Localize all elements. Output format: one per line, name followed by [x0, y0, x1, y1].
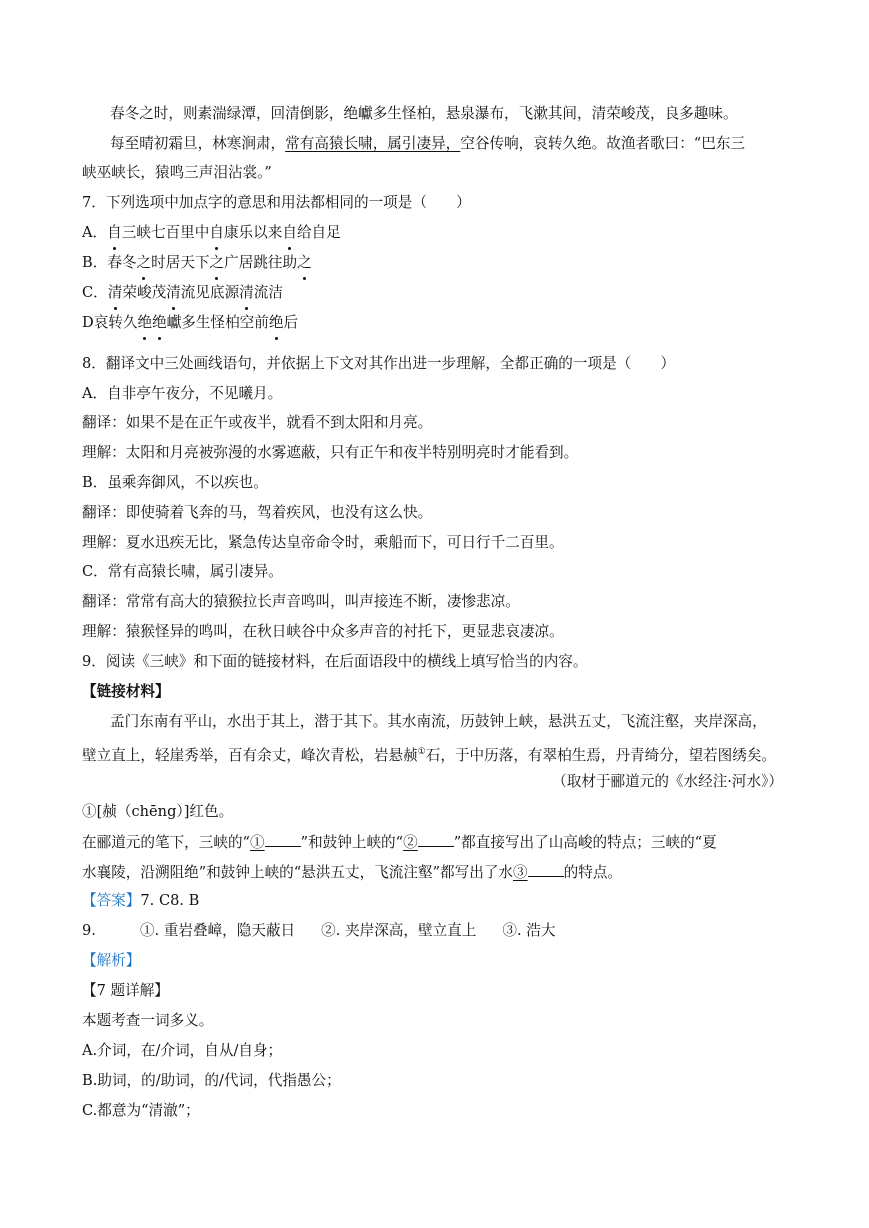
dotted-char: 之	[209, 254, 225, 271]
q9-stem: 9．阅读《三峡》和下面的链接材料，在后面语段中的横线上填写恰当的内容。	[82, 653, 588, 670]
analysis-line-2: A.介词，在/介词，自从/自身；	[82, 1042, 283, 1059]
q7-stem: 7．下列选项中加点字的意思和用法都相同的一项是（ ）	[82, 194, 471, 211]
answer-q9-part-2: ②. 夹岸深高，壁立直上	[321, 922, 477, 939]
blank-3	[528, 862, 564, 877]
q8-c-understanding: 理解：猿猴怪异的鸣叫，在秋日峡谷中众多声音的衬托下，更显悲哀凄凉。	[82, 623, 564, 640]
blank-marker-1: ①	[250, 834, 265, 851]
footnote-marker: ①	[417, 747, 426, 757]
q7-option-c	[82, 283, 283, 303]
dotted-char: 之	[297, 254, 312, 271]
opt-text: B．春冬	[82, 254, 137, 271]
answer-q9-line	[82, 921, 555, 941]
opt-text: A．	[82, 224, 108, 241]
analysis-label: 【解析】	[82, 952, 141, 969]
dotted-char: 之	[136, 254, 152, 271]
answer-q9-part-1: ①. 重岩叠嶂，隐天蔽日	[139, 922, 296, 939]
dotted-char: 自	[107, 224, 122, 241]
link-material-line-1: 孟门东南有平山，水出于其上，潜于其下。其水南流，历鼓钟上峡，悬洪五丈，飞流注壑，夹岸深高，	[110, 713, 767, 730]
answer-text: 7. C8. B	[140, 892, 200, 909]
analysis-line-3: B.助词，的/助词，的/代词，代指愚公；	[82, 1072, 341, 1089]
q7-option-b	[82, 253, 312, 273]
answer-q9-part-3: ③. 浩大	[502, 922, 556, 939]
fill-blank-line-2	[82, 862, 622, 883]
opt-text: 巘多生怪柏空前	[166, 314, 269, 331]
opt-text: D哀转久	[82, 314, 138, 331]
q8-stem: 8．翻译文中三处画线语句，并依据上下文对其作出进一步理解，全都正确的一项是（ ）	[82, 355, 676, 372]
fill-text: 在郦道元的笔下，三峡的“	[82, 834, 250, 851]
passage-p2-pre: 每至晴初霜旦，林寒涧肃，	[110, 135, 286, 152]
q7-option-a	[82, 223, 341, 243]
blank-1	[265, 832, 301, 847]
link-material-line-2	[82, 742, 776, 766]
q7-option-d	[82, 313, 298, 333]
footnote: ①[赪（chēng）]红色。	[82, 803, 234, 820]
q7-analysis-title: 【7 题详解】	[82, 982, 169, 999]
fill-text: ”都直接写出了山高峻的特点；三峡的“夏	[453, 834, 717, 851]
fill-blank-line-1	[82, 832, 717, 853]
passage-p2-post: 空谷传响，哀转久绝。故渔者歌曰：“巴东三	[460, 135, 746, 152]
q8-a-translation: 翻译：如果不是在正午或夜半，就看不到太阳和月亮。	[82, 414, 433, 431]
opt-text: 三峡七百里中	[121, 224, 210, 241]
dotted-char: 绝	[268, 314, 284, 331]
q8-c-sentence: C．常有高猿长啸，属引凄异。	[82, 563, 283, 580]
opt-text: 康乐以来	[223, 224, 283, 241]
answer-label: 【答案】	[82, 892, 141, 909]
passage-paragraph-1: 春冬之时，则素湍绿潭，回清倒影，绝巘多生怪柏，悬泉瀑布，飞漱其间，清荣峻茂，良多趣味。	[110, 105, 738, 122]
q8-c-translation: 翻译：常常有高大的猿猴拉长声音鸣叫，叫声接连不断，凄惨悲凉。	[82, 593, 520, 610]
opt-text: 给自足	[296, 224, 341, 241]
material-text: 壁立直上，轻崖秀举，百有余丈，峰次青松，岩悬赪	[82, 746, 418, 764]
passage-paragraph-2-cont: 峡巫峡长，猿鸣三声泪沾裳。”	[82, 164, 272, 181]
blank-marker-3: ③	[513, 864, 528, 881]
fill-text: 水襄陵，沿溯阻绝”和鼓钟上峡的“悬洪五丈，飞流注壑”都写出了水	[82, 864, 514, 881]
q8-a-understanding: 理解：太阳和月亮被弥漫的水雾遮蔽，只有正午和夜半特别明亮时才能看到。	[82, 444, 579, 461]
link-material-title: 【链接材料】	[82, 683, 170, 700]
dotted-char: 绝	[152, 314, 167, 331]
dotted-char: 绝	[137, 314, 153, 331]
opt-text: 流洁	[253, 284, 283, 301]
answer-q9-number: 9.	[82, 922, 96, 939]
material-source: （取材于郦道元的《水经注·河水》）	[552, 773, 783, 790]
opt-text: 流见底源	[180, 284, 240, 301]
fill-text: 的特点。	[563, 864, 623, 881]
opt-text: 时居天下	[151, 254, 210, 271]
q8-b-translation: 翻译：即使骑着飞奔的马，驾着疾风，也没有这么快。	[82, 504, 433, 521]
answer-line	[82, 891, 199, 911]
dotted-char: 清	[239, 284, 254, 301]
analysis-line-4: C.都意为“清澈”；	[82, 1102, 200, 1119]
material-text: 石，于中历落，有翠柏生焉，丹青绮分，望若图绣矣。	[425, 746, 777, 764]
opt-text: 广居跳往助	[224, 254, 298, 271]
blank-2	[418, 832, 454, 847]
analysis-line-1: 本题考查一词多义。	[82, 1012, 214, 1029]
dotted-char: 清	[107, 284, 123, 301]
opt-text: 荣峻茂	[122, 284, 167, 301]
opt-text: C．	[82, 284, 108, 301]
dotted-char: 自	[282, 224, 297, 241]
q8-a-sentence: A．自非亭午夜分，不见曦月。	[82, 385, 283, 402]
blank-marker-2: ②	[403, 834, 418, 851]
fill-text: ”和鼓钟上峡的“	[300, 834, 404, 851]
q8-b-sentence: B．虽乘奔御风，不以疾也。	[82, 474, 268, 491]
q8-b-understanding: 理解：夏水迅疾无比，紧急传达皇帝命令时，乘船而下，可日行千二百里。	[82, 534, 564, 551]
passage-paragraph-2	[110, 134, 745, 154]
dotted-char: 自	[209, 224, 224, 241]
underlined-sentence: 常有高猿长啸，属引凄异，	[285, 135, 461, 152]
opt-text: 后	[283, 314, 299, 331]
dotted-char: 清	[166, 284, 181, 301]
